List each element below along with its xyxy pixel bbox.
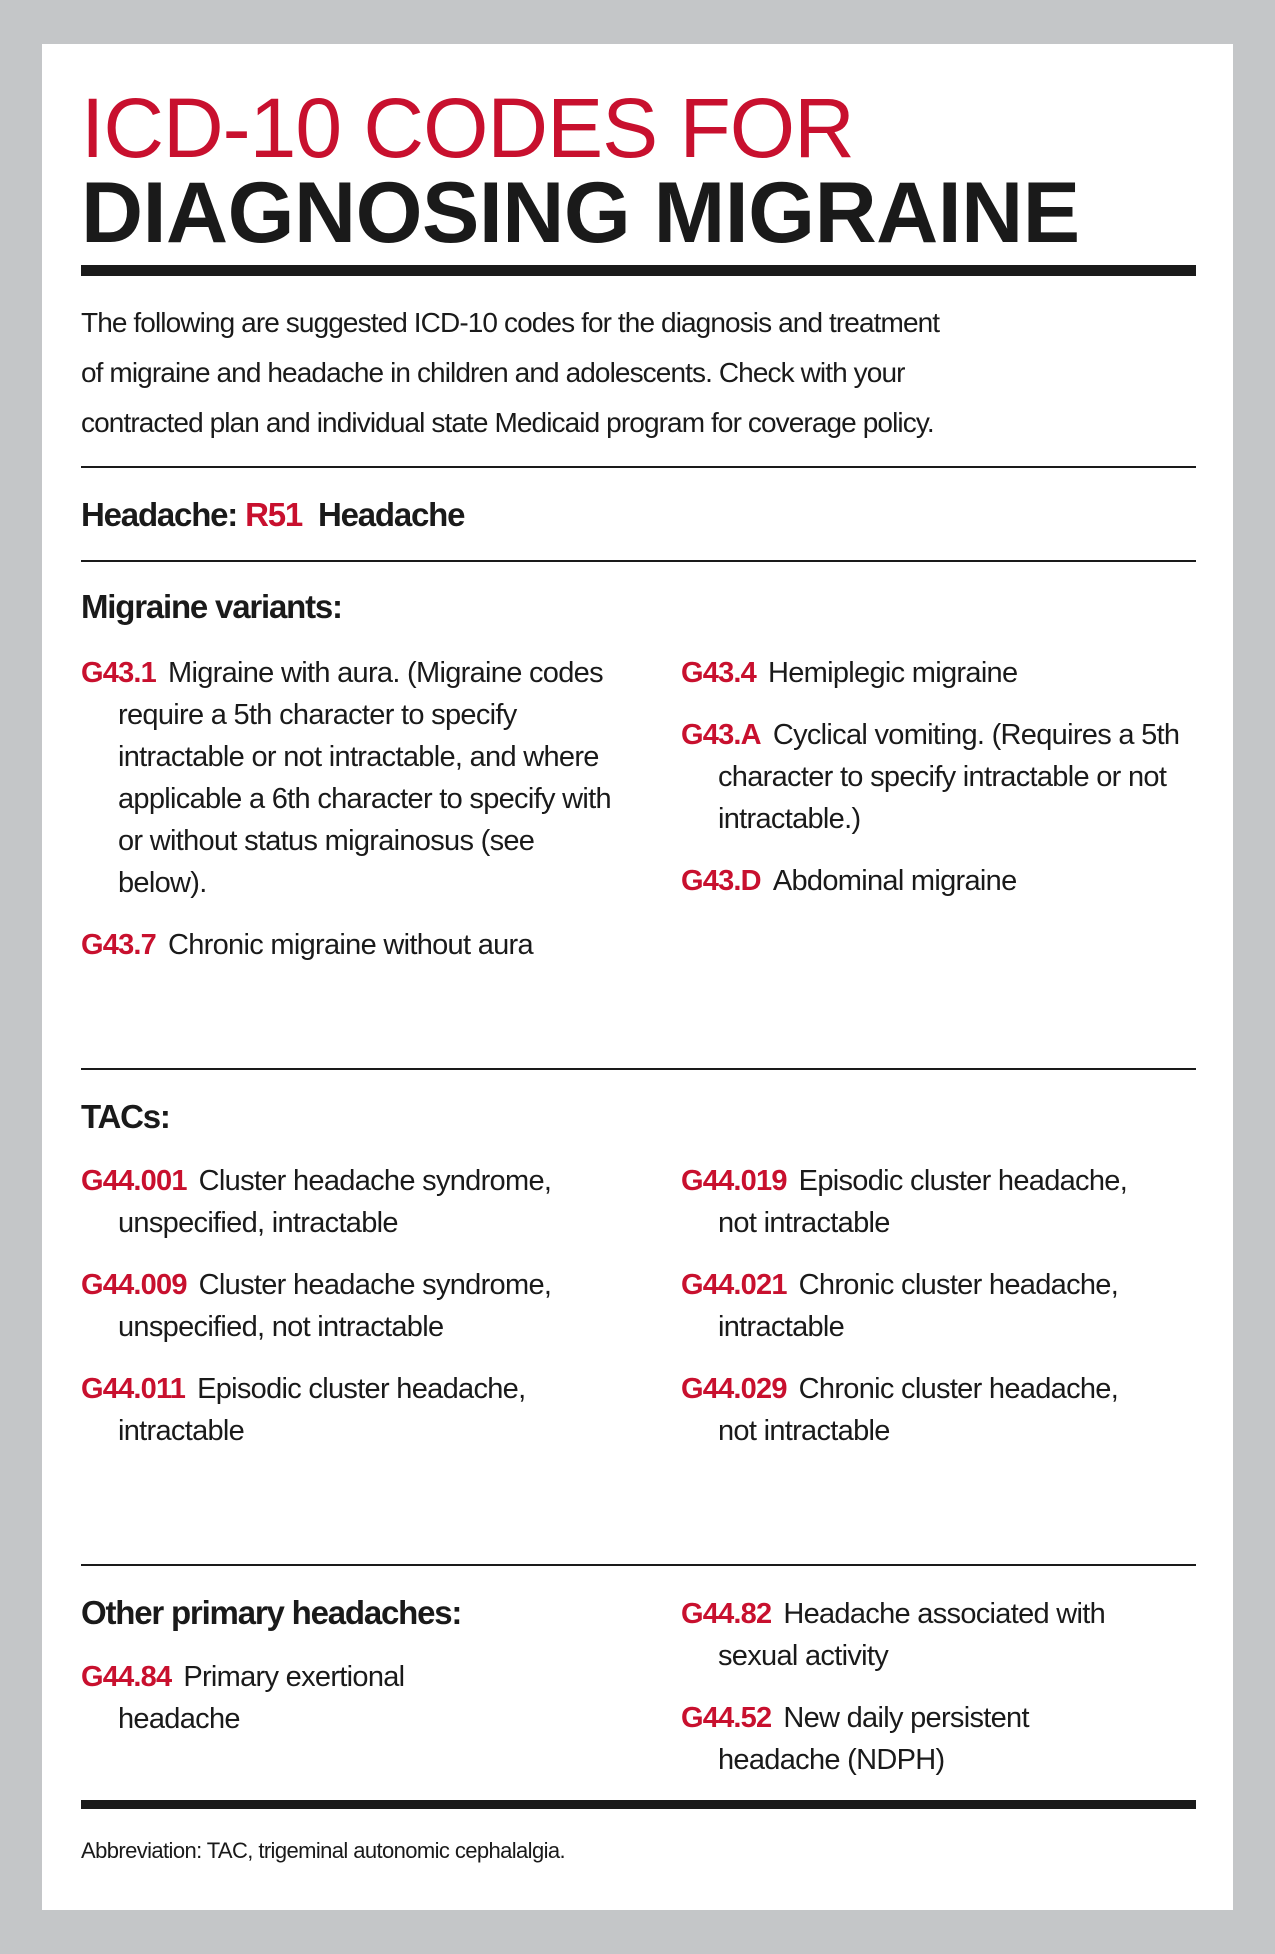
icd-code: G44.82 (681, 1598, 772, 1630)
migraine-right-column (681, 652, 1221, 922)
code-description: Chronic cluster headache, not intractable (718, 1373, 1119, 1447)
code-entry (81, 1160, 581, 1244)
tacs-heading: TACs: (81, 1098, 170, 1135)
code-description: Cluster headache syndrome, unspecified, not intractable (118, 1269, 552, 1343)
divider (81, 1564, 1196, 1566)
tacs-left-column (81, 1160, 581, 1472)
icd-code: G43.A (681, 719, 761, 751)
code-entry (681, 1697, 1151, 1781)
code-description: Hemiplegic migraine (768, 657, 1018, 689)
code-entry (681, 1160, 1131, 1244)
code-entry (81, 1656, 531, 1740)
icd-code: G44.021 (681, 1269, 787, 1301)
code-description: Cyclical vomiting. (Requires a 5th character to specify intractable or not intractable.) (718, 719, 1180, 835)
title-line-2: DIAGNOSING MIGRAINE (81, 165, 1080, 261)
code-description: Episodic cluster headache, intractable (118, 1373, 526, 1447)
code-description: Chronic cluster headache, intractable (718, 1269, 1119, 1343)
code-description: Abdominal migraine (772, 865, 1017, 897)
code-description: Primary exertional headache (118, 1661, 405, 1735)
code-entry (681, 1368, 1131, 1452)
other-left-column (81, 1656, 531, 1760)
migraine-left-column (81, 652, 621, 986)
icd-code: G44.52 (681, 1702, 772, 1734)
icd-code: G44.001 (81, 1165, 187, 1197)
code-entry (81, 652, 621, 904)
intro-line: of migraine and headache in children and adolescents. Check with your (81, 357, 905, 388)
icd-code: G44.019 (681, 1165, 787, 1197)
intro-line: contracted plan and individual state Medicaid program for coverage policy. (81, 407, 934, 438)
other-heading: Other primary headaches: (81, 1594, 462, 1631)
icd-code: G44.009 (81, 1269, 187, 1301)
footnote: Abbreviation: TAC, trigeminal autonomic cephalalgia. (81, 1838, 566, 1863)
headache-code: R51 (245, 496, 303, 533)
code-entry (81, 1368, 581, 1452)
title-rule (81, 265, 1196, 276)
intro-line: The following are suggested ICD-10 codes for the diagnosis and treatment (81, 307, 940, 338)
code-entry (81, 1264, 581, 1348)
code-description: Episodic cluster headache, not intractable (718, 1165, 1128, 1239)
code-entry (681, 860, 1221, 902)
code-description: New daily persistent headache (NDPH) (718, 1702, 1029, 1776)
intro-paragraph (81, 298, 939, 448)
code-entry (681, 714, 1221, 840)
code-description: Headache associated with sexual activity (718, 1598, 1106, 1672)
code-description: Chronic migraine without aura (168, 929, 533, 961)
icd-code: G43.7 (81, 929, 156, 961)
bottom-rule (81, 1800, 1196, 1809)
icd-code: G43.1 (81, 657, 156, 689)
code-description: Migraine with aura. (Migraine codes require a 5th character to specify intractable or not intractable, and where applicable a 6th character to specify with or without status migrainosus (see below). (118, 657, 611, 899)
migraine-heading: Migraine variants: (81, 588, 342, 625)
headache-desc: Headache (317, 496, 465, 533)
code-description: Cluster headache syndrome, unspecified, intractable (118, 1165, 552, 1239)
divider (81, 1068, 1196, 1070)
icd-code: G43.4 (681, 657, 756, 689)
divider (81, 560, 1196, 562)
code-entry (81, 924, 621, 966)
icd-code: G43.D (681, 865, 761, 897)
divider (81, 466, 1196, 468)
other-right-column (681, 1593, 1151, 1801)
icd-code: G44.029 (681, 1373, 787, 1405)
code-entry (681, 652, 1221, 694)
icd-code: G44.84 (81, 1661, 172, 1693)
title-line-1: ICD-10 CODES FOR (81, 81, 854, 175)
icd-code: G44.011 (81, 1373, 186, 1405)
headache-row (81, 496, 464, 534)
headache-label: Headache: (81, 496, 238, 533)
code-entry (681, 1593, 1151, 1677)
code-entry (681, 1264, 1131, 1348)
tacs-right-column (681, 1160, 1131, 1472)
